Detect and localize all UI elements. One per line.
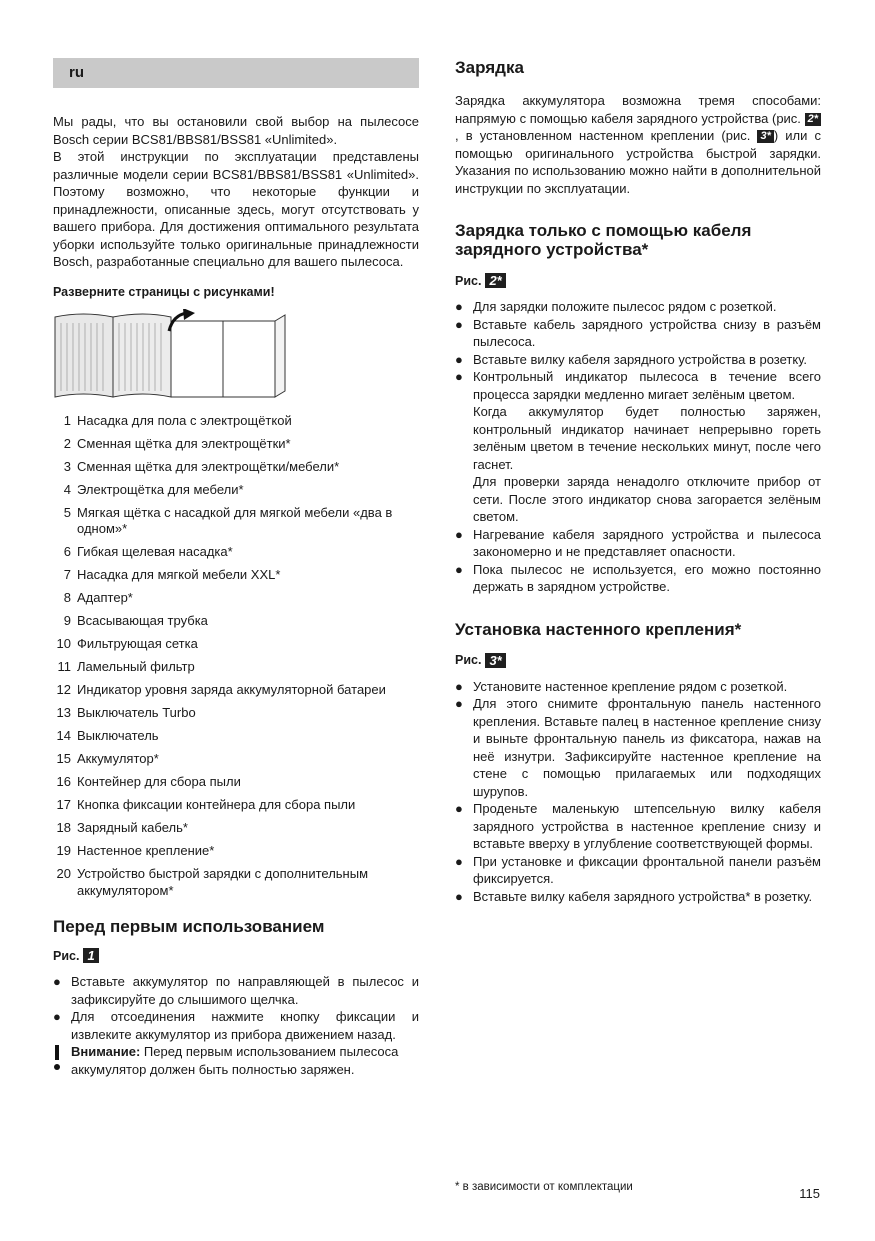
figure-badge: 1 [83, 948, 98, 963]
figure-badge: 2* [485, 273, 505, 288]
list-item: 2 Сменная щётка для электрощётки* [63, 435, 291, 451]
intro [53, 113, 419, 271]
list-item: 6 Гибкая щелевая насадка* [63, 544, 233, 559]
list-item: 14 Выключатель [56, 728, 159, 743]
list-item: 9 Всасывающая трубка [63, 613, 208, 628]
cable-charging-bullets [455, 298, 821, 596]
list-item: ● Вставьте вилку кабеля зарядного устройства в розетку. [455, 351, 807, 367]
list-item: 1 Насадка для пола с электрощёткой [63, 412, 292, 428]
list-item: ● Для этого снимите фронтальную панель настенного крепления. Вставьте палец в настенное крепление снизу и выньте фронтальную панель из фиксатора, нажав на неё изнутри. Зафиксируйте настенное крепление на стене с помощью прилагаемых или подходящих шурупов. [455, 696, 821, 799]
list-item: 18 Зарядный кабель* [56, 820, 188, 835]
figure-reference-3: Рис. 3* [455, 653, 821, 668]
figure-reference-1: Рис. 1 [53, 948, 419, 963]
list-item: 8 Адаптер* [63, 590, 133, 605]
list-item: ● При установке и фиксации фронтальной панели разъём фиксируется. [455, 853, 821, 886]
list-item: 19 Настенное крепление* [56, 843, 215, 858]
list-item: 13 Выключатель Turbo [56, 705, 196, 720]
list-item: ● Вставьте кабель зарядного устройства снизу в разъём пылесоса. [455, 316, 821, 349]
figure-badge: 3* [757, 130, 773, 143]
charging-paragraph: Зарядка аккумулятора возможна тремя способами: напрямую с помощью кабеля зарядного устройства (рис. 2*, в установленном настенном креплении (рис. 3* ) или с помощью оригинального устройства быстрой зарядки. Указания по использованию можно найти в дополнительной инструкции по эксплуатации. [455, 93, 821, 196]
list-item: ● Установите настенное крепление рядом с розеткой. [455, 678, 788, 694]
figure-badge: 3* [485, 653, 505, 668]
intro-paragraph-1: Мы рады, что вы остановили свой выбор на пылесосе Bosch серии BCS81/BBS81/BSS81 «Unlimited». [53, 114, 419, 147]
list-item: 10 Фильтрующая сетка [56, 636, 198, 651]
unfold-heading: Разверните страницы с рисунками! [53, 284, 275, 299]
cable-note-1: Когда аккумулятор будет полностью заряжен, контрольный индикатор начинает непрерывно гореть зелёным цветом в течение нескольких минут, после чего гаснет. [473, 404, 821, 472]
list-item: 20 Устройство быстрой зарядки с дополнительным аккумулятором* [56, 866, 369, 898]
warning-label: Внимание: [71, 1044, 141, 1059]
language-bar [53, 58, 419, 88]
warning-note [53, 1043, 419, 1078]
cable-charging-heading: Зарядка только с помощью кабеля зарядного устройства* [455, 221, 752, 259]
left-column [53, 58, 419, 1078]
parts-list [53, 413, 419, 900]
first-use-bullets [53, 973, 419, 1043]
list-item: 17 Кнопка фиксации контейнера для сбора пыли [56, 797, 356, 812]
list-item: 7 Насадка для мягкой мебели XXL* [63, 567, 281, 582]
list-item: ● Контрольный индикатор пылесоса в течение всего процесса зарядки медленно мигает зелёным цветом. Когда аккумулятор будет полностью заряжен, контрольный индикатор начинает непрерывно гореть зелёным цветом в течение нескольких минут, после чего гаснет. Для проверки заряда ненадолго отключите прибор от сети. После этого индикатор снова загорается зелёным светом. [455, 369, 821, 524]
charging-heading: Зарядка [455, 58, 524, 77]
list-item: 5 Мягкая щётка с насадкой для мягкой мебели «два в одном»* [63, 504, 393, 536]
language-label: ru [69, 64, 84, 81]
list-item: ● Вставьте вилку кабеля зарядного устройства* в розетку. [455, 888, 813, 904]
list-item: 16 Контейнер для сбора пыли [56, 774, 241, 789]
list-item: ● Нагревание кабеля зарядного устройства и пылесоса закономерно и не представляет опасности. [455, 526, 821, 559]
list-item: 12 Индикатор уровня заряда аккумуляторной батареи [56, 682, 386, 697]
list-item: ● Вставьте аккумулятор по направляющей в пылесос и зафиксируйте до слышимого щелчка. [53, 974, 419, 1007]
page-number: 115 [799, 1186, 820, 1201]
list-item: ● Проденьте маленькую штепсельную вилку кабеля зарядного устройства в настенное крепление снизу и вставьте вверху в углубление соответствующей формы. [455, 801, 821, 851]
list-item: ● Для отсоединения нажмите кнопку фиксации и извлеките аккумулятор из прибора движением назад. [53, 1009, 419, 1042]
book-illustration [53, 309, 293, 401]
wall-mount-heading: Установка настенного крепления* [455, 619, 742, 639]
warning-text: Перед первым использованием пылесоса аккумулятор должен быть полностью заряжен. [71, 1044, 399, 1077]
list-item: 4 Электрощётка для мебели* [63, 481, 244, 497]
wall-mount-bullets [455, 678, 821, 906]
list-item: ● Пока пылесос не используется, его можно постоянно держать в зарядном устройстве. [455, 561, 821, 594]
list-item: 15 Аккумулятор* [56, 751, 159, 766]
figure-badge: 2* [805, 113, 821, 126]
exclamation-icon [53, 1045, 63, 1070]
right-column [455, 58, 821, 905]
list-item: 11 Ламельный фильтр [57, 659, 195, 674]
footnote: * в зависимости от комплектации [455, 1181, 633, 1193]
figure-reference-2: Рис. 2* [455, 273, 821, 288]
cable-note-2: Для проверки заряда ненадолго отключите прибор от сети. После этого индикатор снова загорается зелёным светом. [473, 474, 821, 524]
intro-paragraph-2: В этой инструкции по эксплуатации представлены различные модели серии BCS81/BBS81/BSS81 «Unlimited». Поэтому возможно, что некоторые функции и принадлежности, описанные здесь, могут отсутствовать у вашего прибора. Для достижения оптимального результата уборки используйте только оригинальные принадлежности Bosch, разработанные специально для вашего пылесоса. [53, 149, 419, 269]
first-use-heading: Перед первым использованием [53, 917, 325, 936]
list-item: ● Для зарядки положите пылесос рядом с розеткой. [455, 299, 777, 314]
unfold-pages-illustration [53, 309, 419, 401]
list-item: 3 Сменная щётка для электрощётки/мебели* [63, 458, 340, 474]
